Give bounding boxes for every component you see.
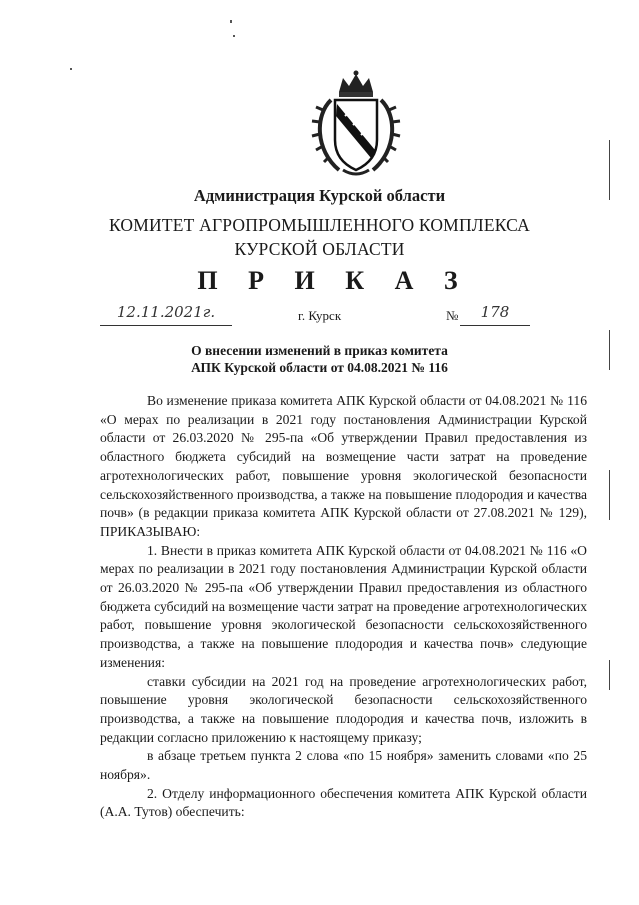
item-2-paragraph: 2. Отделу информационного обеспечения комитета АПК Курской области (А.А. Тутов) обеспечить: — [100, 785, 587, 820]
scan-edge-line — [609, 470, 610, 520]
preamble-paragraph: Во изменение приказа комитета АПК Курской области от 04.08.2021 № 116 «О мерах по реализации в 2021 году постановления Администрации Курской области от 26.03.2020 № 295-па «Об утверждении Правил предоставления из областного бюджета субсидий на возмещение части затрат на проведение агротехнологических работ, повышение уровня экологической безопасности сельскохозяйственного производства, а также на повышение плодородия и качества почв» (в редакции приказа комитета АПК Курской области от 27.08.2021 № 129), ПРИКАЗЫВАЮ: — [100, 393, 587, 539]
subsidy-rates-paragraph: ставки субсидии на 2021 год на проведение агротехнологических работ, повышение уровня экологической безопасности сельскохозяйственного производства, а также на повышение плодородия и качества почв, изложить в редакции согласно приложению к настоящему приказу; — [100, 673, 587, 745]
coat-of-arms-emblem — [309, 70, 403, 180]
item-1-paragraph: 1. Внести в приказ комитета АПК Курской области от 04.08.2021 № 116 «О мерах по реализации в 2021 году постановления Администрации Курской области от 26.03.2020 № 295-па «Об утверждении Правил предоставления из областного бюджета субсидий на возмещение части затрат на проведение агротехнологических работ, повышение уровня экологической безопасности сельскохозяйственного производства, а также на повышение плодородия и качества почв» следующие изменения: — [100, 542, 587, 670]
scan-edge-line — [609, 140, 610, 200]
order-subject — [0, 342, 639, 376]
date-number-line — [0, 303, 639, 329]
city-label: г. Курск — [298, 308, 342, 323]
deadline-change-paragraph: в абзаце третьем пункта 2 слова «по 15 ноября» заменить словами «по 25 ноября». — [100, 748, 587, 783]
scan-artifact — [230, 20, 232, 23]
committee-name — [0, 213, 639, 261]
handwritten-date: 12.11.2021г. — [100, 303, 232, 326]
committee-name-line2: КУРСКОЙ ОБЛАСТИ — [234, 239, 405, 259]
committee-name-line1: КОМИТЕТ АГРОПРОМЫШЛЕННОГО КОМПЛЕКСА — [108, 215, 531, 235]
scan-edge-line — [609, 330, 610, 370]
subject-line2: АПК Курской области от 04.08.2021 № 116 — [191, 360, 448, 375]
scan-artifact — [70, 68, 72, 70]
order-body — [100, 392, 587, 822]
subject-line1: О внесении изменений в приказ комитета — [191, 343, 448, 358]
handwritten-number: 178 — [460, 303, 530, 326]
number-label: № — [446, 308, 459, 323]
scan-edge-line — [609, 660, 610, 690]
scan-artifact — [233, 35, 235, 37]
document-type-title: П Р И К А З — [197, 266, 470, 295]
administration-name: Администрация Курской области — [193, 186, 446, 205]
